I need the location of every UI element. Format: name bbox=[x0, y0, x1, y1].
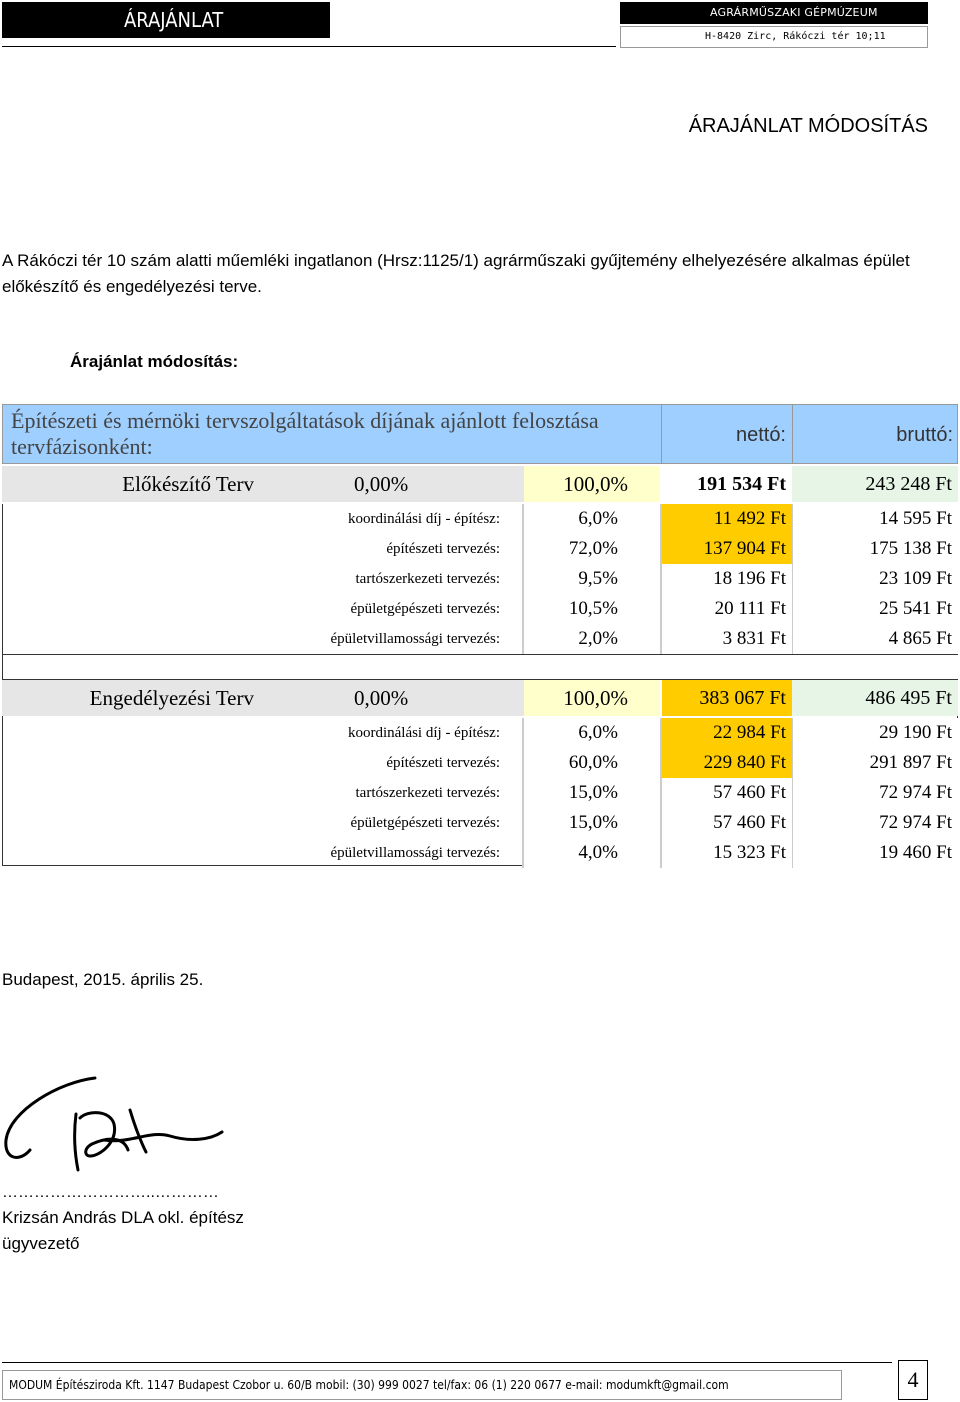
detail-pct: 10,5% bbox=[524, 594, 660, 624]
footer-rule bbox=[2, 1362, 892, 1363]
section-1-share: 100,0% bbox=[524, 466, 660, 502]
detail-netto: 57 460 Ft bbox=[662, 808, 792, 838]
section-1-netto: 191 534 Ft bbox=[662, 466, 792, 502]
section-2-netto: 383 067 Ft bbox=[662, 680, 792, 716]
detail-separator bbox=[522, 624, 524, 654]
section-2-brutto: 486 495 Ft bbox=[792, 680, 958, 716]
header-doc-type: ÁRAJÁNLAT bbox=[2, 2, 330, 38]
detail-separator bbox=[660, 534, 662, 564]
detail-brutto: 175 138 Ft bbox=[792, 534, 958, 564]
detail-separator bbox=[522, 808, 524, 838]
detail-netto: 15 323 Ft bbox=[662, 838, 792, 868]
header-org-address: H-8420 Zirc, Rákóczi tér 10;11 bbox=[620, 26, 928, 48]
detail-brutto: 23 109 Ft bbox=[792, 564, 958, 594]
signer-name: Krizsán András DLA okl. építész bbox=[2, 1208, 244, 1227]
detail-netto: 229 840 Ft bbox=[662, 748, 792, 778]
signature-dots: ………………………..………… bbox=[2, 1184, 219, 1201]
table-header-label-text: Építészeti és mérnöki tervszolgáltatások díjának ajánlott felosztása tervfázisonként: bbox=[11, 408, 599, 459]
detail-separator bbox=[522, 778, 524, 808]
detail-pct: 6,0% bbox=[524, 504, 660, 534]
detail-separator bbox=[660, 748, 662, 778]
signature-mark bbox=[0, 1070, 240, 1180]
header-rule bbox=[2, 46, 616, 47]
sub-heading: Árajánlat módosítás: bbox=[70, 352, 239, 371]
detail-separator bbox=[660, 624, 662, 654]
detail-separator bbox=[522, 748, 524, 778]
detail-label: tartószerkezeti tervezés: bbox=[355, 785, 500, 801]
detail-separator bbox=[660, 718, 662, 748]
detail-label: épületvillamossági tervezés: bbox=[330, 631, 500, 647]
detail-label: koordinálási díj - építész: bbox=[347, 511, 500, 527]
detail-brutto: 19 460 Ft bbox=[792, 838, 958, 868]
netto-header: nettó: bbox=[662, 404, 792, 464]
detail-brutto: 291 897 Ft bbox=[792, 748, 958, 778]
detail-separator bbox=[660, 838, 662, 868]
detail-brutto: 29 190 Ft bbox=[792, 718, 958, 748]
detail-netto: 3 831 Ft bbox=[662, 624, 792, 654]
header-org-name: AGRÁRMŰSZAKI GÉPMÚZEUM bbox=[620, 2, 928, 24]
detail-separator bbox=[660, 564, 662, 594]
detail-label: épületvillamossági tervezés: bbox=[330, 845, 500, 861]
detail-pct: 60,0% bbox=[524, 748, 660, 778]
section-2-share: 100,0% bbox=[524, 680, 660, 716]
page-number: 4 bbox=[898, 1360, 928, 1400]
detail-label: épületgépészeti tervezés: bbox=[350, 815, 500, 831]
detail-separator bbox=[660, 778, 662, 808]
footer-contact: MODUM Építésziroda Kft. 1147 Budapest Czobor u. 60/B mobil: (30) 999 0027 tel/fax: 06 (1) 220 0677 e-mail: modumkft@gmail.com bbox=[2, 1370, 842, 1400]
section-1-name: Előkészítő Terv bbox=[2, 466, 342, 502]
brutto-header: bruttó: bbox=[792, 404, 958, 464]
detail-separator bbox=[660, 808, 662, 838]
detail-pct: 4,0% bbox=[524, 838, 660, 868]
detail-netto: 20 111 Ft bbox=[662, 594, 792, 624]
intro-paragraph: A Rákóczi tér 10 szám alatti műemléki ingatlanon (Hrsz:1125/1) agrárműszaki gyűjtemény elhelyezésére alkalmas épület előkészítő és engedélyezési terve. bbox=[2, 251, 910, 296]
detail-brutto: 14 595 Ft bbox=[792, 504, 958, 534]
detail-pct: 15,0% bbox=[524, 808, 660, 838]
detail-netto: 18 196 Ft bbox=[662, 564, 792, 594]
detail-separator bbox=[660, 594, 662, 624]
section-2-name: Engedélyezési Terv bbox=[2, 680, 342, 716]
detail-separator bbox=[522, 594, 524, 624]
detail-brutto: 25 541 Ft bbox=[792, 594, 958, 624]
signer-role: ügyvezető bbox=[2, 1234, 80, 1253]
detail-pct: 2,0% bbox=[524, 624, 660, 654]
place-date: Budapest, 2015. április 25. bbox=[2, 970, 204, 989]
detail-pct: 72,0% bbox=[524, 534, 660, 564]
detail-label: tartószerkezeti tervezés: bbox=[355, 571, 500, 587]
document-title: ÁRAJÁNLAT MÓDOSÍTÁS bbox=[688, 115, 928, 137]
detail-label: építészeti tervezés: bbox=[386, 755, 500, 771]
section-1-pct: 0,00% bbox=[342, 466, 524, 502]
table-header-label bbox=[2, 404, 662, 464]
detail-separator bbox=[522, 838, 524, 868]
detail-brutto: 72 974 Ft bbox=[792, 808, 958, 838]
detail-netto: 11 492 Ft bbox=[662, 504, 792, 534]
detail-label: koordinálási díj - építész: bbox=[347, 725, 500, 741]
detail-separator bbox=[522, 504, 524, 534]
section-2-pct: 0,00% bbox=[342, 680, 524, 716]
detail-pct: 6,0% bbox=[524, 718, 660, 748]
detail-brutto: 72 974 Ft bbox=[792, 778, 958, 808]
detail-separator bbox=[522, 564, 524, 594]
detail-separator bbox=[522, 534, 524, 564]
detail-netto: 22 984 Ft bbox=[662, 718, 792, 748]
section-1-brutto: 243 248 Ft bbox=[792, 466, 958, 502]
section-separator bbox=[2, 654, 958, 680]
detail-brutto: 4 865 Ft bbox=[792, 624, 958, 654]
detail-label: épületgépészeti tervezés: bbox=[350, 601, 500, 617]
detail-separator bbox=[660, 504, 662, 534]
detail-label: építészeti tervezés: bbox=[386, 541, 500, 557]
detail-separator bbox=[522, 718, 524, 748]
detail-netto: 137 904 Ft bbox=[662, 534, 792, 564]
detail-pct: 9,5% bbox=[524, 564, 660, 594]
detail-pct: 15,0% bbox=[524, 778, 660, 808]
detail-netto: 57 460 Ft bbox=[662, 778, 792, 808]
